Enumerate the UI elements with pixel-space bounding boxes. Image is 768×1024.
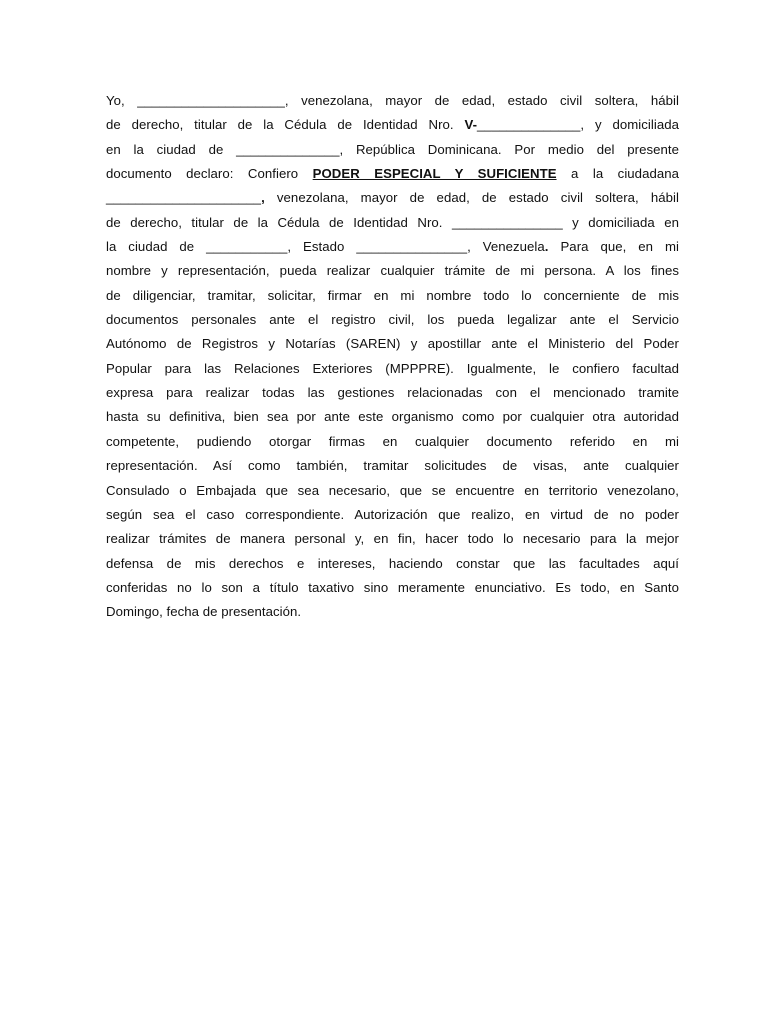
id-prefix: V-: [464, 117, 478, 133]
text-line: de derecho, titular de la Cédula de Identidad Nro. _______________ y domiciliada en: [106, 214, 679, 230]
text-line: defensa de mis derechos e intereses, haciendo constar que las facultades aquí: [106, 555, 679, 571]
text-line: según sea el caso correspondiente. Autorización que realizo, en virtud de no poder: [106, 506, 679, 522]
text-line: conferidas no lo son a título taxativo sino meramente enunciativo. Es todo, en Santo: [106, 579, 679, 595]
text-segment: de derecho, titular de la Cédula de Identidad Nro.: [106, 117, 465, 133]
text-segment: ______________, y domiciliada: [477, 117, 679, 133]
power-of-attorney-paragraph: [106, 89, 679, 625]
text-line: [106, 235, 679, 259]
text-line: nombre y representación, pueda realizar cualquier trámite de mi persona. A los fines: [106, 263, 679, 279]
bold-comma: ,: [261, 190, 265, 206]
text-line: [106, 113, 679, 137]
text-line: [106, 162, 679, 186]
text-line: [106, 186, 679, 210]
text-line: competente, pudiendo otorgar firmas en cualquier documento referido en mi: [106, 433, 679, 449]
text-line: expresa para realizar todas las gestiones relacionadas con el mencionado tramite: [106, 385, 679, 401]
text-segment: la ciudad de ___________, Estado _______________, Venezuela: [106, 239, 545, 255]
text-line: Yo, ____________________, venezolana, mayor de edad, estado civil soltera, hábil: [106, 93, 679, 108]
text-segment: Para que, en mi: [548, 239, 680, 255]
text-line: documentos personales ante el registro civil, los pueda legalizar ante el Servicio: [106, 312, 679, 328]
text-line: de diligenciar, tramitar, solicitar, firmar en mi nombre todo lo concerniente de mis: [106, 287, 679, 303]
text-segment: documento declaro: Confiero: [106, 166, 313, 182]
text-segment: a la ciudadana: [556, 166, 679, 182]
text-line: Consulado o Embajada que sea necesario, que se encuentre en territorio venezolano,: [106, 482, 679, 498]
bold-period: .: [544, 239, 549, 255]
text-line: en la ciudad de ______________, República Dominicana. Por medio del presente: [106, 141, 679, 157]
text-line: representación. Así como también, tramitar solicitudes de visas, ante cualquier: [106, 458, 679, 474]
text-line: hasta su definitiva, bien sea por ante este organismo como por cualquier otra autoridad: [106, 409, 679, 425]
power-type-heading: PODER ESPECIAL Y SUFICIENTE: [312, 166, 557, 182]
text-line: Popular para las Relaciones Exteriores (MPPPRE). Igualmente, le confiero facultad: [106, 360, 679, 376]
text-line: Autónomo de Registros y Notarías (SAREN) y apostillar ante el Ministerio del Poder: [106, 336, 679, 352]
text-line: realizar trámites de manera personal y, en fin, hacer todo lo necesario para la mejor: [106, 531, 679, 547]
text-line-final: Domingo, fecha de presentación.: [106, 604, 302, 620]
text-segment: venezolana, mayor de edad, de estado civil soltera, hábil: [264, 190, 679, 206]
text-segment: _____________________: [106, 190, 262, 206]
